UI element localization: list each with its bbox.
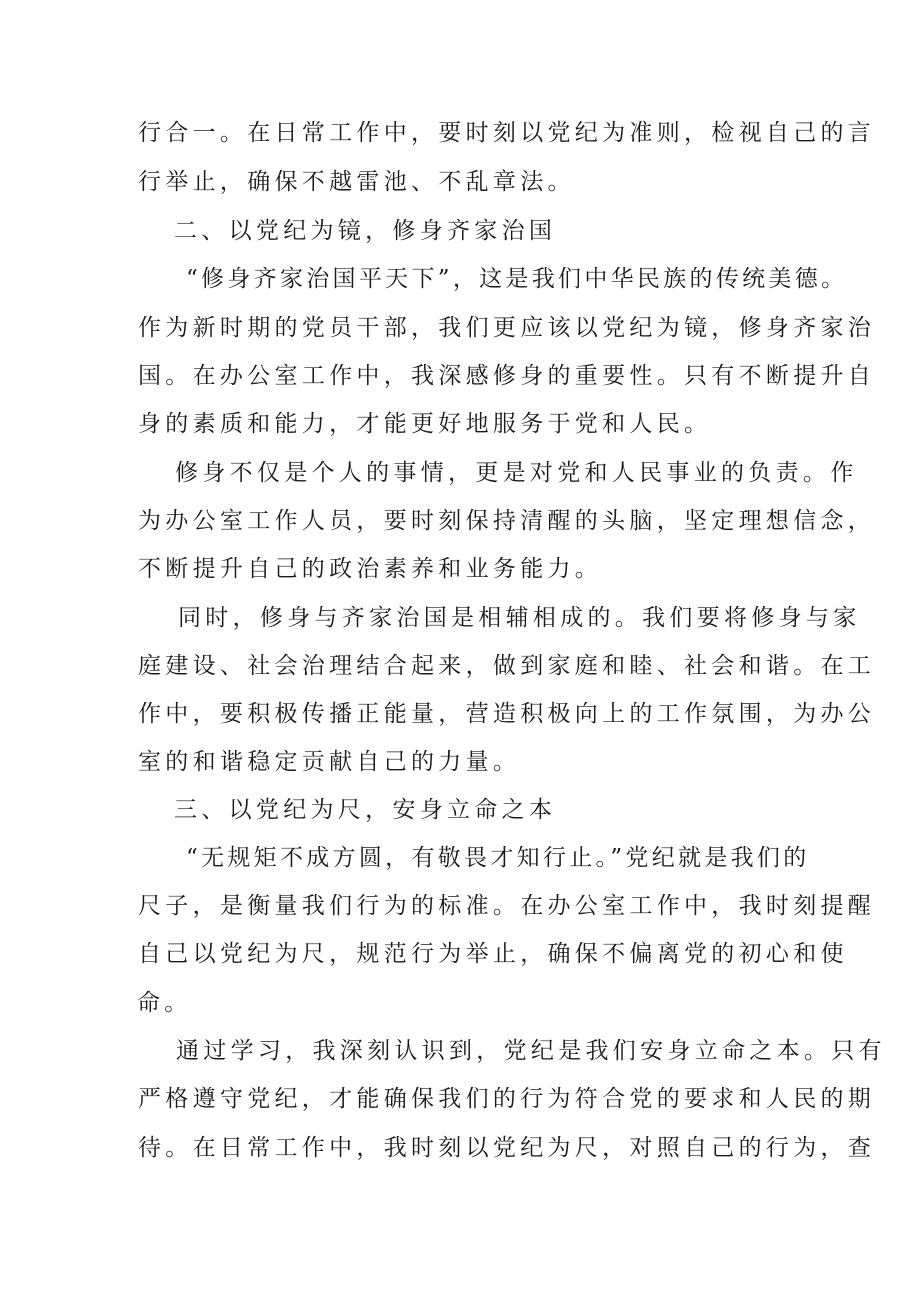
text-line: 严格遵守党纪，才能确保我们的行为符合党的要求和人民的期 (138, 1086, 876, 1112)
text-line: 尺子，是衡量我们行为的标准。在办公室工作中，我时刻提醒 (138, 893, 876, 919)
text-line: 室的和谐稳定贡献自己的力量。 (138, 749, 521, 775)
section-heading: 三、以党纪为尺，安身立命之本 (174, 797, 557, 823)
text-line: 为办公室工作人员，要时刻保持清醒的头脑，坚定理想信念， (138, 508, 876, 534)
text-line: 同时，修身与齐家治国是相辅相成的。我们要将修身与家 (178, 605, 861, 631)
text-line: 作为新时期的党员干部，我们更应该以党纪为镜，修身齐家治 (138, 315, 876, 341)
text-line: 通过学习，我深刻认识到，党纪是我们安身立命之本。只有 (176, 1038, 886, 1064)
text-line: “修身齐家治国平天下”，这是我们中华民族的传统美德。 (186, 266, 848, 292)
text-line: 身的素质和能力，才能更好地服务于党和人民。 (138, 411, 712, 437)
text-line: 国。在办公室工作中，我深感修身的重要性。只有不断提升自 (138, 363, 876, 389)
section-heading: 二、以党纪为镜，修身齐家治国 (174, 218, 557, 244)
text-line: 作中，要积极传播正能量，营造积极向上的工作氛围，为办公 (138, 701, 876, 727)
text-line: “无规矩不成方圆，有敬畏才知行止。”党纪就是我们的 (186, 845, 810, 871)
text-line: 修身不仅是个人的事情，更是对党和人民事业的负责。作 (175, 460, 858, 486)
text-line: 自己以党纪为尺，规范行为举止，确保不偏离党的初心和使 (138, 941, 848, 967)
text-line: 庭建设、社会治理结合起来，做到家庭和睦、社会和谐。在工 (138, 653, 876, 679)
text-line: 行合一。在日常工作中，要时刻以党纪为准则，检视自己的言 (138, 120, 876, 146)
text-line: 行举止，确保不越雷池、不乱章法。 (138, 169, 575, 195)
text-line: 待。在日常工作中，我时刻以党纪为尺，对照自己的行为，查 (138, 1135, 876, 1161)
text-line: 命。 (137, 990, 192, 1016)
text-line: 不断提升自己的政治素养和业务能力。 (138, 556, 603, 582)
